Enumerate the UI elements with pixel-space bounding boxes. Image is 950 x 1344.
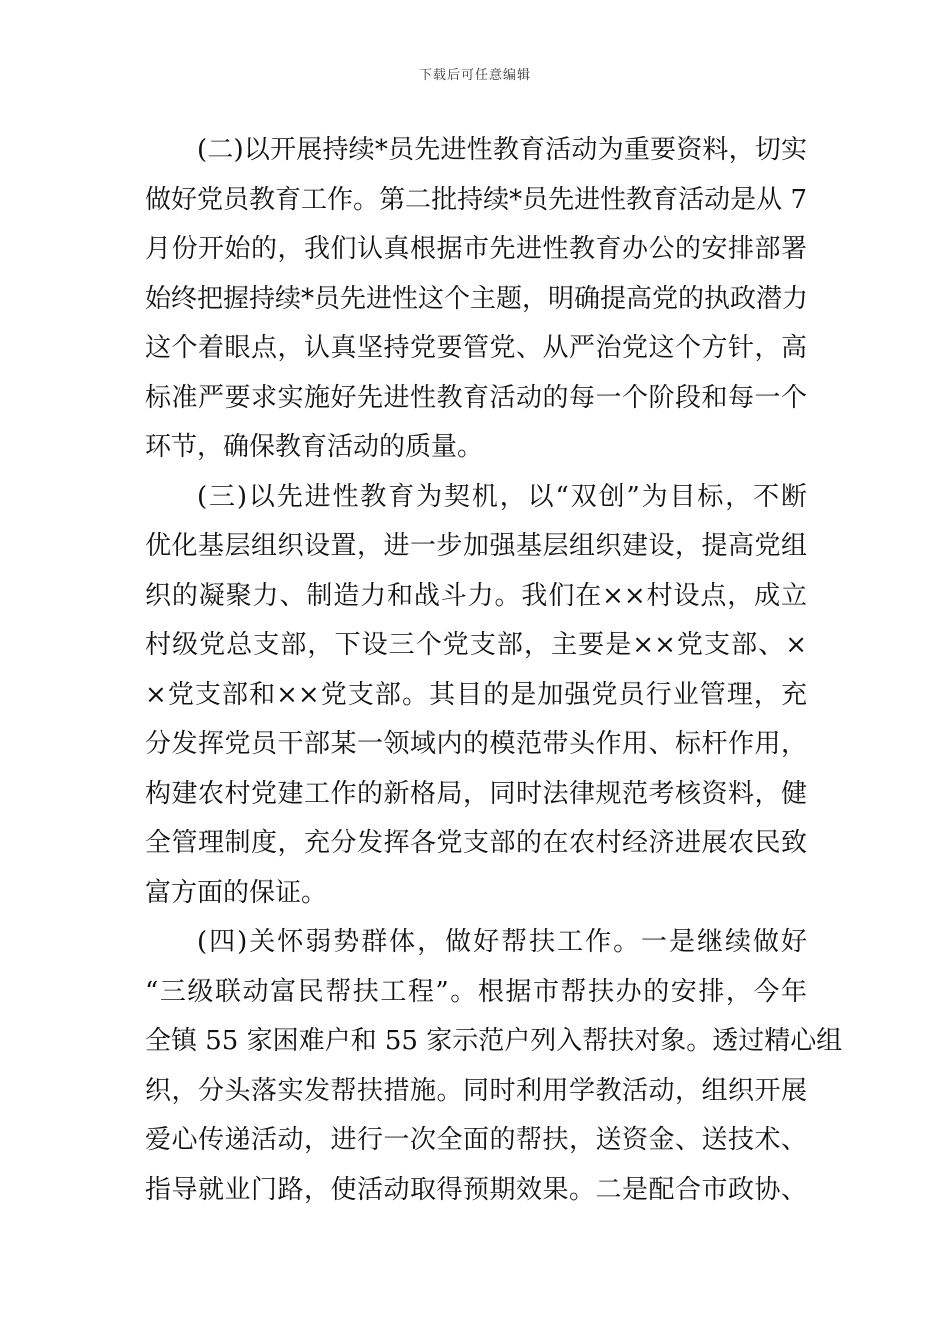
paragraph-3 — [145, 473, 807, 919]
text-line: 全管理制度，充分发挥各党支部的在农村经济进展农民致 — [145, 828, 807, 858]
text-line: 村级党总支部，下设三个党支部，主要是××党支部、× — [145, 630, 807, 660]
text-line: 做好党员教育工作。第二批持续*员先进性教育活动是从 7 — [145, 184, 807, 215]
text-line: 构建农村党建工作的新格局，同时法律规范考核资料，健 — [145, 778, 807, 809]
text-line: 爱心传递活动，进行一次全面的帮扶，送资金、送技术、 — [145, 1125, 807, 1155]
document-body — [145, 126, 843, 1215]
text-line: 指导就业门路，使活动取得预期效果。二是配合市政协、 — [145, 1174, 807, 1205]
text-line: “三级联动富民帮扶工程”。根据市帮扶办的安排，今年 — [145, 976, 807, 1007]
text-line: 标准严要求实施好先进性教育活动的每一个阶段和每一个 — [145, 382, 807, 413]
text-line: (四)关怀弱势群体，做好帮扶工作。一是继续做好 — [197, 927, 807, 957]
paragraph-4 — [145, 918, 843, 1215]
text-line: 环节，确保教育活动的质量。 — [145, 432, 484, 462]
text-line: 始终把握持续*员先进性这个主题，明确提高党的执政潜力 — [145, 283, 809, 314]
text-line: 全镇 55 家困难户和 55 家示范户列入帮扶对象。透过精心组 — [145, 1026, 843, 1056]
paragraph-2 — [145, 126, 807, 473]
text-line: ×党支部和××党支部。其目的是加强党员行业管理，充 — [145, 679, 807, 710]
text-line: (三)以先进性教育为契机，以“双创”为目标，不断 — [197, 481, 807, 512]
text-line: 月份开始的，我们认真根据市先进性教育办公的安排部署 — [145, 234, 807, 264]
text-line: 富方面的保证。 — [145, 877, 328, 908]
text-line: 优化基层组织设置，进一步加强基层组织建设，提高党组 — [145, 531, 807, 561]
text-line: (二)以开展持续*员先进性教育活动为重要资料，切实 — [197, 135, 807, 165]
text-line: 织，分头落实发帮扶措施。同时利用学教活动，组织开展 — [145, 1075, 807, 1106]
page-header: 下载后可任意编辑 — [418, 68, 531, 83]
text-line: 织的凝聚力、制造力和战斗力。我们在××村设点，成立 — [145, 580, 807, 611]
text-line: 分发挥党员干部某一领域内的模范带头作用、标杆作用， — [145, 729, 807, 759]
text-line: 这个着眼点，认真坚持党要管党、从严治党这个方针，高 — [145, 333, 807, 363]
